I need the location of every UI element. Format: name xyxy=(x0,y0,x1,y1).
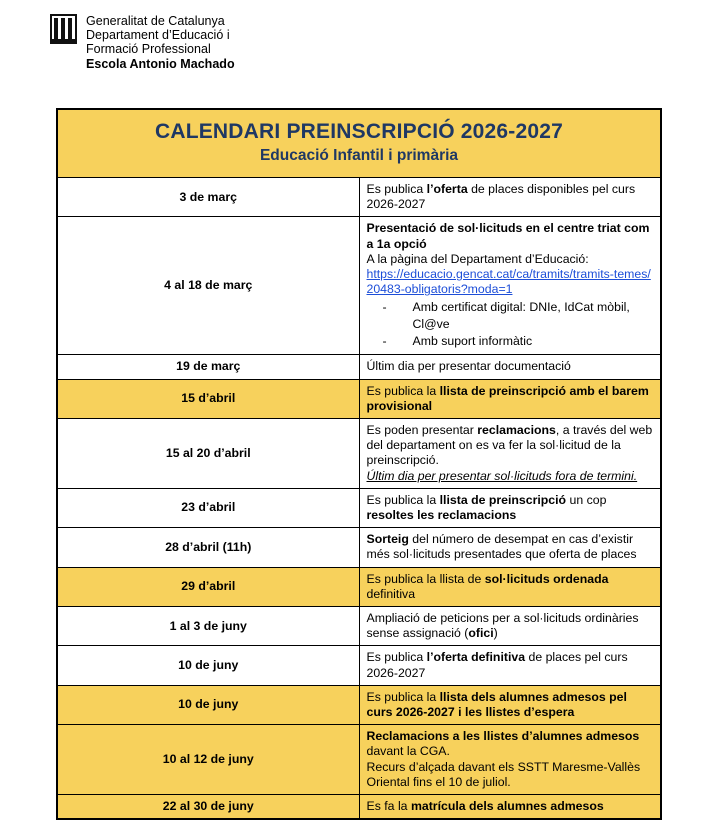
text-segment-bold: llista de preinscripció amb el barem provisional xyxy=(366,383,649,413)
deadline-note: Últim dia per presentar sol·licituds fora de termini. xyxy=(366,468,638,483)
text-segment: del número de desempat en cas d’existir més sol·licituds presentades que oferta de places xyxy=(366,532,637,562)
text-segment: definitiva xyxy=(366,586,416,601)
text-segment: Es fa la xyxy=(366,799,411,814)
row-date: 15 d’abril xyxy=(58,379,360,418)
list-item: - Amb certificat digital: DNIe, IdCat mòbil, Cl@ve xyxy=(383,299,654,333)
text-segment-bold: l’oferta xyxy=(426,182,468,196)
presentation-heading: Presentació de sol·licituds en el centre triat com a 1a opció xyxy=(366,221,650,251)
table-row xyxy=(58,379,661,418)
table-row xyxy=(58,488,661,527)
institution-block xyxy=(86,14,235,71)
text-segment: Es publica la llista de xyxy=(366,571,485,586)
text-segment: ) xyxy=(493,626,498,641)
table-row xyxy=(58,685,661,724)
table-row xyxy=(58,355,661,379)
calendar-table-wrapper xyxy=(56,108,662,820)
table-row xyxy=(58,607,661,646)
table-title-cell xyxy=(58,110,661,178)
row-description xyxy=(359,567,661,606)
row-date: 10 de juny xyxy=(58,646,360,685)
text-segment-bold: Sorteig xyxy=(366,532,409,547)
text-segment: davant la CGA. xyxy=(366,744,450,759)
text-segment: Es publica xyxy=(366,182,427,196)
text-segment-bold: reclamacions xyxy=(477,423,556,438)
page-title: CALENDARI PREINSCRIPCIÓ 2026-2027 xyxy=(154,120,564,143)
institution-line-1: Generalitat de Catalunya xyxy=(86,14,225,28)
text-segment: Es poden presentar xyxy=(366,423,478,438)
appeal-note: Recurs d’alçada davant els SSTT Maresme-Vallès Oriental fins el 10 de juliol. xyxy=(366,759,641,789)
row-description xyxy=(359,528,661,567)
row-date: 22 al 30 de juny xyxy=(58,795,360,819)
table-title-row xyxy=(58,110,661,178)
row-date: 1 al 3 de juny xyxy=(58,607,360,646)
text-segment: , a través del web del departament on es va fer la sol·licitud de la preinscripció. xyxy=(366,423,653,468)
row-date: 15 al 20 d’abril xyxy=(58,419,360,489)
table-row xyxy=(58,725,661,795)
row-date: 29 d’abril xyxy=(58,567,360,606)
row-date: 3 de març xyxy=(58,178,360,217)
text-segment-bold: llista dels alumnes admesos pel curs 2026-2027 i les llistes d’espera xyxy=(366,689,627,720)
text-segment: un cop xyxy=(566,492,607,507)
text-segment: Ampliació de peticions per a sol·licituds ordinàries sense assignació ( xyxy=(366,611,639,641)
row-description xyxy=(359,178,661,217)
table-row xyxy=(58,178,661,217)
institution-line-2: Departament d’Educació i xyxy=(86,28,230,43)
text-segment-bold: l’oferta definitiva xyxy=(426,650,526,665)
text-segment-bold: matrícula dels alumnes admesos xyxy=(410,799,604,814)
text-segment-bold: sol·licituds ordenada xyxy=(484,571,609,586)
row-description xyxy=(359,419,661,489)
row-date: 10 al 12 de juny xyxy=(58,725,360,795)
row-description xyxy=(359,217,661,355)
text-segment-bold: resoltes les reclamacions xyxy=(366,508,517,523)
row-description xyxy=(359,685,661,724)
text-segment-bold: llista de preinscripció xyxy=(439,492,567,507)
school-name: Escola Antonio Machado xyxy=(86,56,235,71)
row-description xyxy=(359,379,661,418)
table-row xyxy=(58,567,661,606)
row-date: 19 de març xyxy=(58,355,360,379)
text-segment: Es publica la xyxy=(366,492,440,507)
calendar-table xyxy=(57,109,661,819)
text-segment: Es publica la xyxy=(366,689,440,704)
row-description xyxy=(359,607,661,646)
page-subtitle: Educació Infantil i primària xyxy=(259,147,459,164)
row-description xyxy=(359,725,661,795)
text-segment: de places pel curs 2026-2027 xyxy=(366,650,628,680)
row-description xyxy=(359,646,661,685)
row-description xyxy=(359,795,661,819)
text-segment-bold: Reclamacions xyxy=(366,729,450,744)
table-row xyxy=(58,217,661,355)
row-date: 10 de juny xyxy=(58,685,360,724)
list-item: - Amb suport informàtic xyxy=(383,333,654,350)
row-date: 23 d’abril xyxy=(58,488,360,527)
table-row xyxy=(58,419,661,489)
presentation-subtext: A la pàgina del Departament d’Educació: xyxy=(366,251,589,266)
text-segment-bold-2: a les llistes d’alumnes admesos xyxy=(449,729,640,744)
document-header xyxy=(50,14,235,71)
generalitat-logo-icon xyxy=(50,14,77,44)
table-row xyxy=(58,795,661,819)
text-segment-bold: ofici xyxy=(468,626,494,641)
table-row xyxy=(58,646,661,685)
preinscripcio-link[interactable]: https://educacio.gencat.cat/ca/tramits/tramits-temes/20483-obligatoris?moda=1 xyxy=(366,267,651,297)
row-description xyxy=(359,488,661,527)
row-date: 28 d’abril (11h) xyxy=(58,528,360,567)
row-date: 4 al 18 de març xyxy=(58,217,360,355)
row-description: Últim dia per presentar documentació xyxy=(359,355,661,379)
text-segment: Es publica xyxy=(366,650,427,665)
text-segment: Es publica la xyxy=(366,383,440,398)
table-row xyxy=(58,528,661,567)
text-segment: de places disponibles pel curs 2026-2027 xyxy=(366,182,636,212)
institution-line-3: Formació Professional xyxy=(86,42,211,57)
requirements-list xyxy=(367,299,654,350)
